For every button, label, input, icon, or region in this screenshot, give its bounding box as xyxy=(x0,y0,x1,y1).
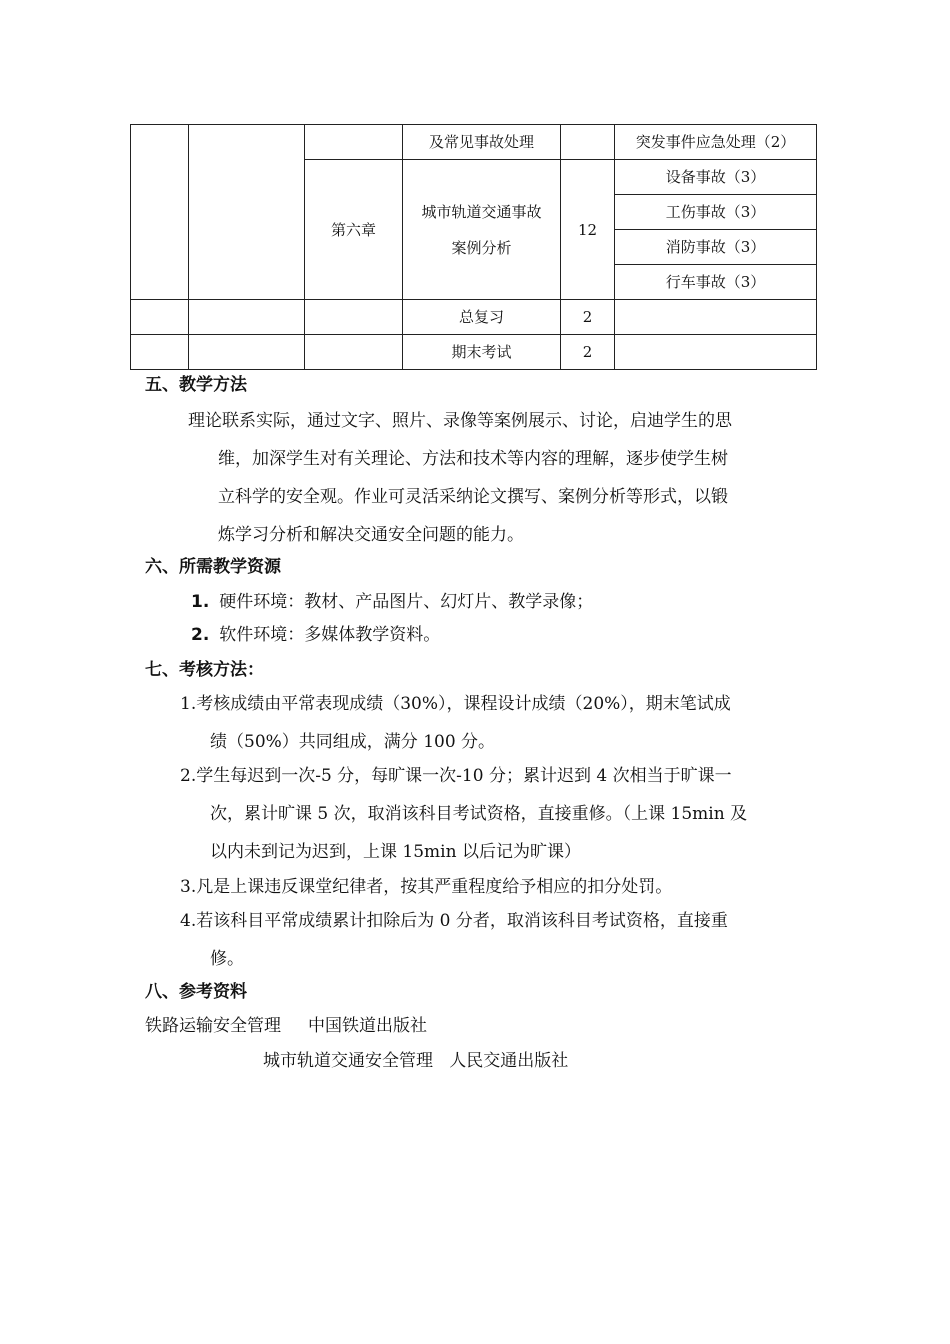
table-cell xyxy=(615,300,817,335)
topic-cell: 总复习 xyxy=(403,300,561,335)
table-row xyxy=(131,335,817,370)
chapter-cell: 第六章 xyxy=(305,160,403,300)
reference-item: 铁路运输安全管理 中国铁道出版社 xyxy=(145,1016,428,1036)
list-number: 1. xyxy=(191,592,210,612)
topic-cell xyxy=(403,160,561,300)
assessment-item-3 xyxy=(180,868,672,906)
hours-cell: 2 xyxy=(561,335,615,370)
table-cell xyxy=(189,335,305,370)
list-item xyxy=(191,623,440,647)
topic-cell: 及常见事故处理 xyxy=(403,125,561,160)
subtopic-cell: 突发事件应急处理（2） xyxy=(615,125,817,160)
table-cell xyxy=(131,300,189,335)
assessment-item-4-cont xyxy=(210,940,244,978)
list-text: 软件环境：多媒体教学资料。 xyxy=(219,625,441,645)
assessment-item-1 xyxy=(180,685,731,723)
section-heading-teaching-methods: 五、教学方法 xyxy=(145,375,247,395)
table-cell xyxy=(305,125,403,160)
paragraph-line: 维，加深学生对有关理论、方法和技术等内容的理解，逐步使学生树 xyxy=(218,449,728,469)
reference-item: 城市轨道交通安全管理 人民交通出版社 xyxy=(263,1051,569,1071)
paragraph-line: 修。 xyxy=(210,949,244,969)
paragraph-line: 4.若该科目平常成绩累计扣除后为 0 分者，取消该科目考试资格，直接重 xyxy=(180,911,728,931)
table-row xyxy=(131,300,817,335)
section-heading-resources: 六、所需教学资源 xyxy=(145,557,281,577)
hours-cell: 12 xyxy=(561,160,615,300)
table-cell xyxy=(189,300,305,335)
list-text: 硬件环境：教材、产品图片、幻灯片、教学录像； xyxy=(219,592,594,612)
teaching-methods-paragraph xyxy=(188,402,732,440)
paragraph-line: 2.学生每迟到一次-5 分，每旷课一次-10 分；累计迟到 4 次相当于旷课一 xyxy=(180,766,732,786)
paragraph-line: 3.凡是上课违反课堂纪律者，按其严重程度给予相应的扣分处罚。 xyxy=(180,877,673,897)
paragraph-line: 理论联系实际，通过文字、照片、录像等案例展示、讨论，启迪学生的思 xyxy=(188,411,732,431)
topic-line: 案例分析 xyxy=(451,238,512,257)
table-cell xyxy=(615,335,817,370)
table-cell xyxy=(305,300,403,335)
topic-line: 城市轨道交通事故 xyxy=(421,202,542,221)
table-cell xyxy=(305,335,403,370)
subtopic-cell: 消防事故（3） xyxy=(615,230,817,265)
teaching-methods-paragraph-cont xyxy=(218,440,728,554)
assessment-item-4 xyxy=(180,902,728,940)
list-item xyxy=(191,590,593,614)
list-number: 2. xyxy=(191,625,210,645)
subtopic-cell: 工伤事故（3） xyxy=(615,195,817,230)
section-heading-references: 八、参考资料 xyxy=(145,982,247,1002)
table-cell xyxy=(189,125,305,300)
subtopic-cell: 设备事故（3） xyxy=(615,160,817,195)
paragraph-line: 以内未到记为迟到，上课 15min 以后记为旷课） xyxy=(210,842,581,862)
table-cell xyxy=(131,335,189,370)
paragraph-line: 1.考核成绩由平常表现成绩（30%），课程设计成绩（20%），期末笔试成 xyxy=(180,694,731,714)
subtopic-cell: 行车事故（3） xyxy=(615,265,817,300)
topic-cell: 期末考试 xyxy=(403,335,561,370)
section-heading-assessment: 七、考核方法： xyxy=(145,660,264,680)
paragraph-line: 绩（50%）共同组成，满分 100 分。 xyxy=(210,732,496,752)
table-cell xyxy=(561,125,615,160)
assessment-item-2 xyxy=(180,757,732,795)
paragraph-line: 炼学习分析和解决交通安全问题的能力。 xyxy=(218,525,524,545)
paragraph-line: 次，累计旷课 5 次，取消该科目考试资格，直接重修。（上课 15min 及 xyxy=(210,804,748,824)
syllabus-table xyxy=(130,124,817,370)
paragraph-line: 立科学的安全观。作业可灵活采纳论文撰写、案例分析等形式，以锻 xyxy=(218,487,728,507)
table-cell xyxy=(131,125,189,300)
assessment-item-2-cont xyxy=(210,795,747,871)
table-row xyxy=(131,125,817,160)
assessment-item-1-cont xyxy=(210,723,495,761)
hours-cell: 2 xyxy=(561,300,615,335)
